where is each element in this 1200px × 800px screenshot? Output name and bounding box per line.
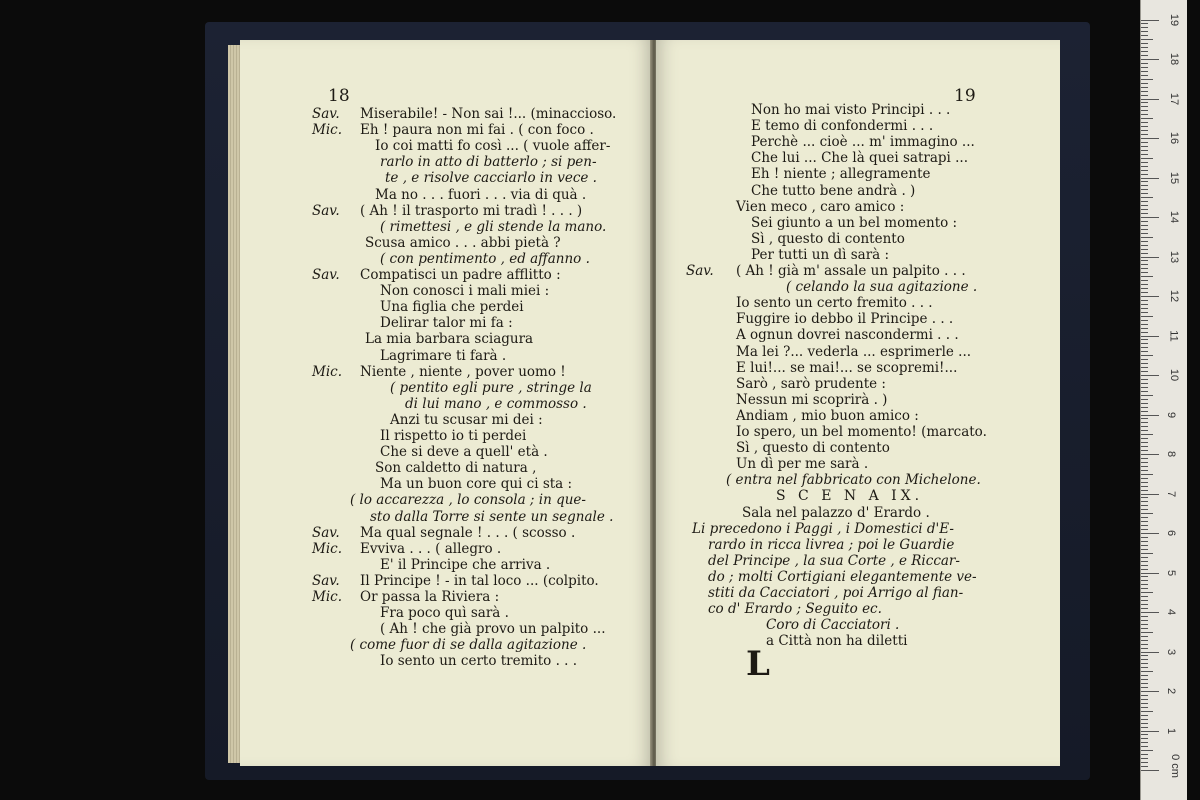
ruler-number: 2 [1165,687,1178,695]
ruler-number: 10 [1168,368,1181,382]
ruler-tick [1141,221,1148,222]
ruler-tick [1141,193,1148,194]
text-line: ( celando la sua agitazione . [786,279,978,296]
text-line: E' il Principe che arriva . [380,556,551,573]
right-page [656,40,1060,766]
ruler-tick [1141,395,1153,396]
ruler-tick [1141,418,1148,419]
ruler-tick [1141,347,1148,348]
ruler-tick [1141,359,1148,360]
ruler-tick [1141,150,1148,151]
ruler-tick [1141,181,1148,182]
ruler-tick [1141,640,1148,641]
ruler-tick [1141,83,1148,84]
ruler-tick [1141,434,1153,435]
ruler-tick [1141,750,1153,751]
ruler-tick [1141,497,1148,498]
ruler-tick [1141,237,1153,238]
text-line: Niente , niente , pover uomo ! [360,363,566,380]
ruler-tick [1141,126,1148,127]
ruler-tick [1141,411,1148,412]
text-line: Anzi tu scusar mi dei : [390,411,543,428]
ruler-tick [1141,118,1153,119]
ruler-tick [1141,63,1148,64]
ruler-tick [1141,146,1148,147]
ruler-tick [1141,580,1148,581]
text-line: del Principe , la sua Corte , e Riccar- [708,552,960,569]
ruler-tick [1141,201,1148,202]
ruler-tick [1141,213,1148,214]
ruler-tick [1141,707,1148,708]
ruler-number: 14 [1168,210,1181,224]
text-line: Ma qual segnale ! . . . ( scosso . [360,524,576,541]
ruler-tick [1141,719,1148,720]
text-line: Io sento un certo tremito . . . [380,653,578,670]
ruler-tick [1141,466,1148,467]
text-line: Son caldetto di natura , [375,460,537,477]
ruler-tick [1141,375,1159,376]
ruler-tick [1141,304,1148,305]
ruler-number: 11 [1167,329,1180,342]
ruler-tick [1141,608,1148,609]
ruler-tick [1141,249,1148,250]
text-line: Ma no . . . fuori . . . via di quà . [375,186,587,203]
ruler-tick [1141,762,1148,763]
ruler-tick [1141,415,1159,416]
ruler-tick [1141,549,1148,550]
ruler-tick [1141,533,1159,534]
ruler-number: 3 [1165,648,1178,655]
ruler-tick [1141,260,1148,261]
ruler-tick [1141,450,1148,451]
text-line: Delirar talor mi fa : [380,315,513,332]
ruler-tick [1141,296,1159,297]
ruler-number: 5 [1165,569,1178,576]
ruler-tick [1141,573,1159,574]
ruler-tick [1141,154,1148,155]
ruler-tick [1141,620,1148,621]
text-line: Sì , questo di contento [736,440,890,457]
ruler-number: 7 [1165,490,1178,497]
ruler-tick [1141,557,1148,558]
ruler-tick [1141,482,1148,483]
text-line: Che lui ... Che là quei satrapi ... [751,150,969,167]
ruler-tick [1141,308,1148,309]
ruler-tick [1141,521,1148,522]
text-line: te , e risolve cacciarlo in vece . [385,170,597,187]
ruler-tick [1141,20,1159,21]
speaker-label: Mic. [312,589,342,605]
text-line: a Città non ha diletti [766,633,908,650]
ruler-tick [1141,663,1148,664]
ruler-number: 1 [1165,727,1178,734]
ruler-number: 17 [1168,92,1181,105]
ruler-tick [1141,525,1148,526]
text-line: Io spero, un bel momento! (marcato. [736,424,987,440]
ruler-tick [1141,387,1148,388]
ruler-tick [1141,312,1148,313]
ruler-tick [1141,703,1148,704]
ruler-tick [1141,470,1148,471]
ruler-tick [1141,723,1148,724]
ruler-tick [1141,178,1159,179]
ruler-tick [1141,300,1148,301]
text-line: Lagrimare ti farà . [380,347,507,364]
ruler-tick [1141,55,1148,56]
ruler-tick [1141,280,1148,281]
text-line: Coro di Cacciatori . [766,617,900,634]
measuring-ruler [1140,0,1187,800]
text-line: Scusa amico . . . abbi pietà ? [365,234,561,251]
ruler-tick [1141,462,1148,463]
ruler-tick [1141,225,1148,226]
text-line: Sala nel palazzo d' Erardo . [742,504,930,521]
ruler-tick [1141,189,1148,190]
ruler-tick [1141,87,1148,88]
ruler-tick [1141,197,1153,198]
ruler-number: 8 [1165,450,1178,458]
ruler-tick [1141,616,1148,617]
text-line: Non conosci i mali miei : [380,283,550,300]
ruler-tick [1141,122,1148,123]
ruler-tick [1141,517,1148,518]
ruler-tick [1141,174,1148,175]
speaker-label: Mic. [312,363,342,380]
ruler-tick [1141,43,1148,44]
ruler-tick [1141,351,1148,352]
ruler-tick [1141,99,1159,100]
ruler-tick [1141,316,1153,317]
ruler-number: 13 [1168,250,1181,263]
ruler-number: 6 [1165,529,1178,537]
ruler-tick [1141,596,1148,597]
ruler-tick [1141,257,1159,258]
ruler-tick [1141,628,1148,629]
speaker-label: Sav. [312,572,340,589]
ruler-tick [1141,31,1148,32]
ruler-tick [1141,687,1148,688]
ruler-tick [1141,565,1148,566]
ruler-tick [1141,114,1148,115]
ruler-tick [1141,754,1148,755]
text-line: S C E N A IX. [776,488,924,505]
ruler-tick [1141,399,1148,400]
ruler-tick [1141,576,1148,577]
ruler-tick [1141,655,1148,656]
ruler-tick [1141,513,1153,514]
text-line: ( Ah ! il trasporto mi tradì ! . . . ) [360,202,583,219]
ruler-tick [1141,67,1148,68]
ruler-tick [1141,675,1148,676]
ruler-tick [1141,561,1148,562]
ruler-tick [1141,23,1148,24]
text-line: Che si deve a quell' età . [380,444,548,461]
ruler-tick [1141,738,1148,739]
ruler-tick [1141,766,1148,767]
page-number-left: 18 [328,86,350,106]
ruler-tick [1141,320,1148,321]
ruler-tick [1141,27,1148,28]
ruler-tick [1141,604,1148,605]
ruler-number: 9 [1165,411,1178,418]
ruler-tick [1141,454,1159,455]
text-line: Sei giunto a un bel momento : [751,214,958,231]
ruler-tick [1141,363,1148,364]
text-line: ( lo accarezza , lo consola ; in que- [350,492,586,509]
ruler-tick [1141,545,1148,546]
ruler-number: 19 [1168,13,1181,26]
text-line: Una figlia che perdei [380,299,524,316]
ruler-tick [1141,529,1148,530]
ruler-tick [1141,268,1148,269]
ruler-tick [1141,276,1153,277]
ruler-tick [1141,371,1148,372]
ruler-tick [1141,446,1148,447]
text-line: co d' Erardo ; Seguito ec. [708,601,882,618]
text-line: Che tutto bene andrà . ) [751,182,916,199]
ruler-tick [1141,636,1148,637]
ruler-tick [1141,624,1148,625]
text-line: do ; molti Cortigiani elegantemente ve- [708,568,977,585]
text-line: La mia barbara sciagura [365,331,534,348]
text-line: Or passa la Riviera : [360,589,500,605]
ruler-tick [1141,130,1148,131]
ruler-tick [1141,600,1148,601]
ruler-number: 18 [1168,52,1181,66]
ruler-tick [1141,734,1148,735]
ruler-tick [1141,292,1148,293]
ruler-tick [1141,102,1148,103]
text-line: Li precedono i Paggi , i Domestici d'E- [692,520,954,537]
ruler-tick [1141,233,1148,234]
text-line: Fuggire io debbo il Principe . . . [736,311,954,328]
ruler-tick [1141,758,1148,759]
ruler-tick [1141,403,1148,404]
ruler-tick [1141,711,1153,712]
text-line: Sì , questo di contento [751,230,905,247]
ruler-tick [1141,75,1148,76]
text-line: Eh ! niente ; allegramente [751,166,931,183]
ruler-tick [1141,652,1159,653]
speaker-label: Sav. [312,267,340,283]
text-line: Per tutti un dì sarà : [751,246,890,263]
ruler-tick [1141,478,1148,479]
text-line: Nessun mi scoprirà . ) [736,391,888,408]
ruler-tick [1141,742,1148,743]
ruler-tick [1141,264,1148,265]
ruler-tick [1141,217,1159,218]
ruler-tick [1141,328,1148,329]
ruler-number: 15 [1168,171,1181,184]
ruler-tick [1141,770,1159,771]
left-page [240,40,652,766]
text-line: di lui mano , e commosso . [405,395,587,412]
ruler-tick [1141,438,1148,439]
ruler-tick [1141,205,1148,206]
text-line: Eh ! paura non mi fai . ( con foco . [360,122,594,139]
text-line: Io sento un certo fremito . . . [736,295,933,312]
text-line: ( rimettesi , e gli stende la mano. [380,218,607,235]
ruler-tick [1141,588,1148,589]
ruler-tick [1141,501,1148,502]
ruler-tick [1141,134,1148,135]
text-line: sto dalla Torre si sente un segnale . [370,508,614,525]
ruler-tick [1141,51,1148,52]
ruler-tick [1141,47,1148,48]
ruler-tick [1141,91,1148,92]
ruler-tick [1141,667,1148,668]
ruler-tick [1141,71,1148,72]
text-line: ( pentito egli pure , stringe la [390,379,592,396]
text-line: stiti da Cacciatori , poi Arrigo al fian- [708,585,964,601]
ruler-tick [1141,158,1153,159]
ruler-tick [1141,166,1148,167]
ruler-tick [1141,324,1148,325]
ruler-number: 12 [1168,289,1181,303]
ruler-tick [1141,110,1148,111]
text-line: Vien meco , caro amico : [736,198,905,215]
ruler-tick [1141,727,1148,728]
ruler-tick [1141,336,1159,337]
text-line: Evviva . . . ( allegro . [360,540,502,557]
drop-cap: L [746,644,770,684]
ruler-tick [1141,407,1148,408]
ruler-unit-label: 0 cm [1168,754,1181,778]
ruler-tick [1141,79,1153,80]
text-line: Perchè ... cioè ... m' immagino ... [751,134,975,151]
ruler-tick [1141,138,1159,139]
ruler-tick [1141,509,1148,510]
ruler-tick [1141,584,1148,585]
text-line: Io coi matti fo così ... ( vuole affer- [375,138,611,155]
ruler-tick [1141,474,1153,475]
ruler-tick [1141,458,1148,459]
ruler-tick [1141,229,1148,230]
ruler-tick [1141,35,1148,36]
ruler-tick [1141,659,1148,660]
ruler-tick [1141,632,1153,633]
ruler-tick [1141,355,1153,356]
ruler-tick [1141,253,1148,254]
text-line: ( Ah ! già m' assale un palpito . . . [736,263,966,279]
text-line: Sarò , sarò prudente : [736,375,886,392]
ruler-tick [1141,569,1148,570]
page-number-right: 19 [954,86,976,106]
ruler-tick [1141,695,1148,696]
text-line: ( con pentimento , ed affanno . [380,250,590,267]
ruler-tick [1141,731,1159,732]
text-line: rarlo in atto di batterlo ; si pen- [380,154,597,171]
ruler-tick [1141,367,1148,368]
ruler-tick [1141,422,1148,423]
text-line: ( entra nel fabbricato con Michelone. [726,472,981,489]
ruler-tick [1141,142,1148,143]
ruler-tick [1141,430,1148,431]
ruler-tick [1141,284,1148,285]
ruler-tick [1141,185,1148,186]
text-line: Compatisci un padre afflitto : [360,267,561,283]
text-line: A ognun dovrei nascondermi . . . [736,327,959,344]
ruler-tick [1141,553,1153,554]
ruler-tick [1141,209,1148,210]
speaker-label: Sav. [312,202,340,219]
text-line: rardo in ricca livrea ; poi le Guardie [708,536,955,553]
ruler-tick [1141,343,1148,344]
ruler-tick [1141,245,1148,246]
text-line: Fra poco quì sarà . [380,605,509,622]
ruler-tick [1141,379,1148,380]
ruler-tick [1141,679,1148,680]
ruler-tick [1141,272,1148,273]
ruler-tick [1141,39,1153,40]
ruler-number: 16 [1168,131,1181,145]
ruler-tick [1141,486,1148,487]
ruler-tick [1141,494,1159,495]
text-line: E temo di confondermi . . . [751,118,934,135]
ruler-tick [1141,95,1148,96]
ruler-number: 4 [1165,608,1178,616]
text-line: Il rispetto io ti perdei [380,428,527,444]
text-line: Non ho mai visto Principi . . . [751,102,951,118]
text-line: Il Principe ! - in tal loco ... (colpito. [360,572,599,589]
ruler-tick [1141,442,1148,443]
ruler-tick [1141,106,1148,107]
text-line: Ma lei ?... vederla ... esprimerle ... [736,343,972,360]
ruler-tick [1141,691,1159,692]
ruler-tick [1141,671,1153,672]
speaker-label: Sav. [312,524,340,541]
ruler-tick [1141,332,1148,333]
text-line: E lui!... se mai!... se scopremi!... [736,359,958,376]
ruler-tick [1141,59,1159,60]
ruler-tick [1141,592,1153,593]
ruler-tick [1141,683,1148,684]
ruler-tick [1141,162,1148,163]
speaker-label: Mic. [312,122,342,139]
ruler-tick [1141,339,1148,340]
text-line: Andiam , mio buon amico : [736,407,919,424]
ruler-tick [1141,383,1148,384]
ruler-tick [1141,170,1148,171]
speaker-label: Mic. [312,540,342,557]
ruler-tick [1141,612,1159,613]
text-line: Un dì per me sarà . [736,456,869,473]
text-line: Ma un buon core qui ci sta : [380,476,573,493]
ruler-tick [1141,490,1148,491]
ruler-tick [1141,391,1148,392]
ruler-tick [1141,537,1148,538]
ruler-tick [1141,241,1148,242]
ruler-tick [1141,699,1148,700]
text-line: Miserabile! - Non sai !... (minaccioso. [360,106,617,122]
ruler-tick [1141,715,1148,716]
ruler-tick [1141,541,1148,542]
ruler-tick [1141,746,1148,747]
ruler-tick [1141,288,1148,289]
text-line: ( Ah ! che già provo un palpito ... [380,621,606,638]
text-line: ( come fuor di se dalla agitazione . [350,637,587,654]
ruler-tick [1141,648,1148,649]
ruler-tick [1141,644,1148,645]
ruler-tick [1141,505,1148,506]
speaker-label: Sav. [312,106,340,122]
speaker-label: Sav. [686,263,714,279]
ruler-tick [1141,426,1148,427]
